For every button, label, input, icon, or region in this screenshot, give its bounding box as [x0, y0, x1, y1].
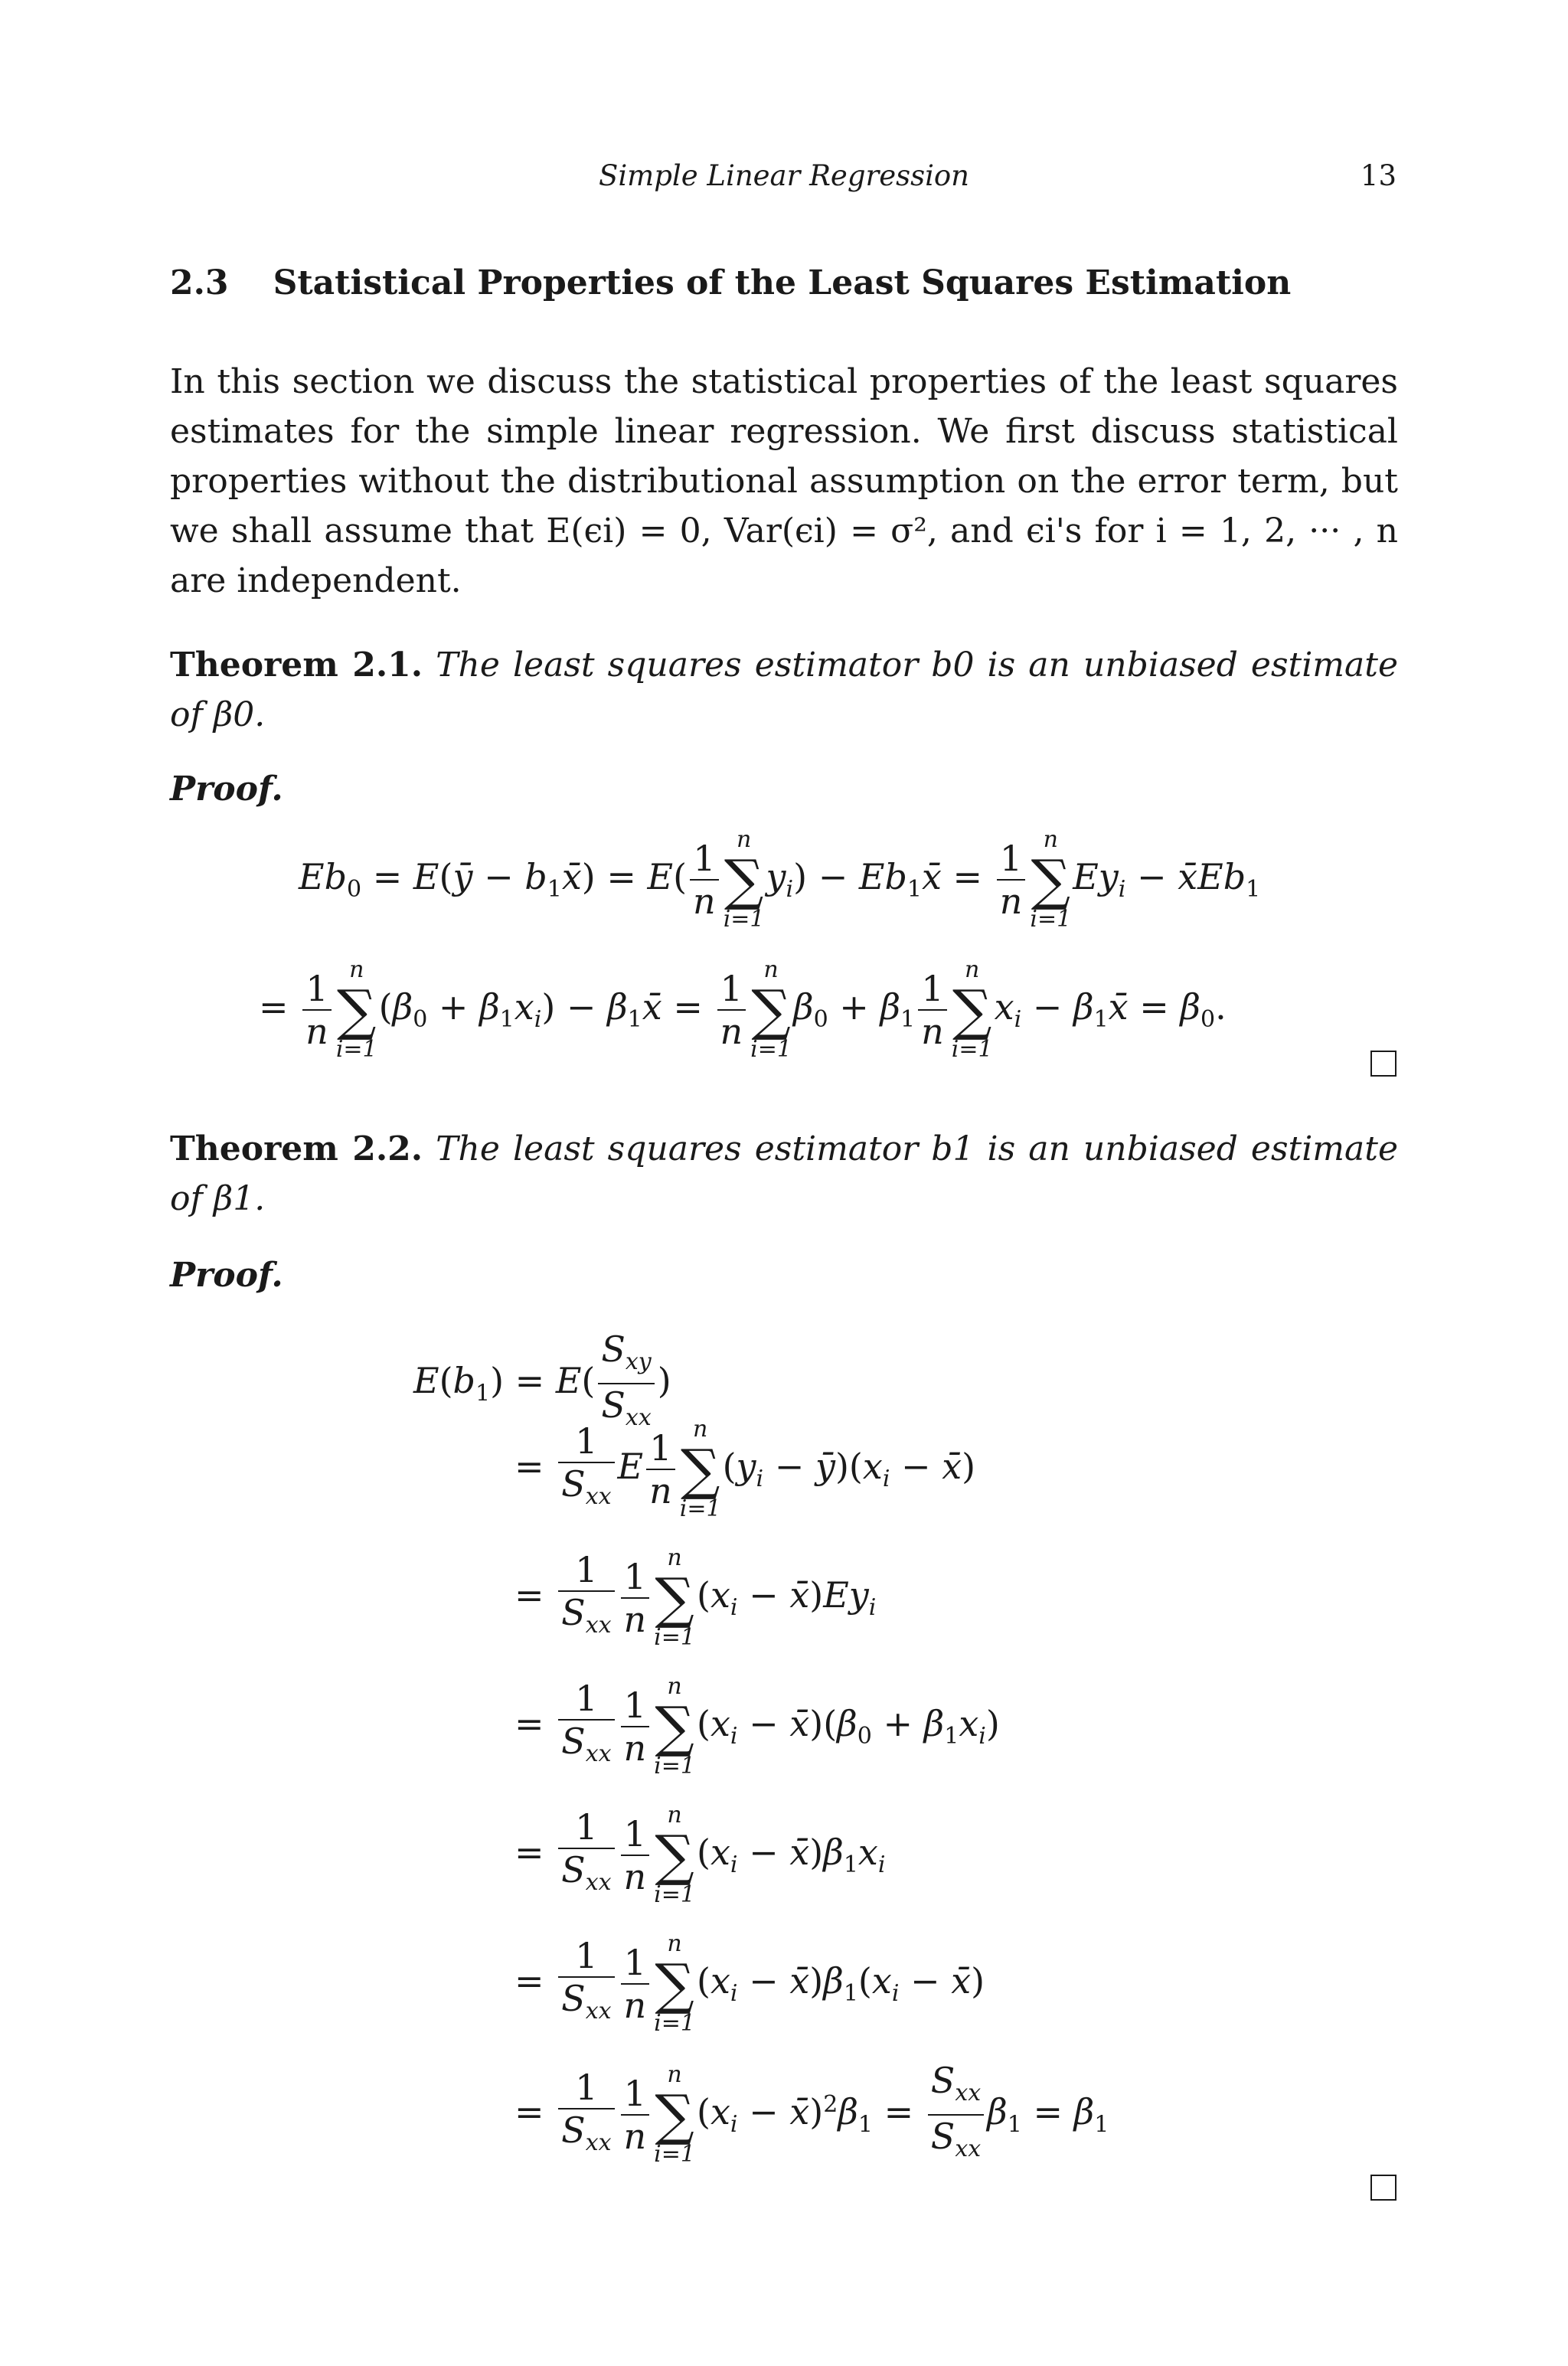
proof-2-line-2: = $\frac{1}{S_{xx}}$ E $\frac{1}{n}$ n ∑ i=1 ($y_i$ − $ȳ)(x_i$ − x̄)	[514, 1416, 976, 1522]
proof-2-line-1: $E(b_1) = E$( $\frac{S_{xy}}{S_{xx}}$ )	[413, 1328, 671, 1439]
proof-2-line-4: = $\frac{1}{S_{xx}}$ $\frac{1}{n}$ n ∑ i=1 ($x_i$ − $x̄)(\beta_0 + \beta_1x_i)$	[514, 1673, 1000, 1779]
proof-1-equation-line-1: $Eb_0$ = E(ȳ − $b_1x̄) = E$( $\frac{1}{n}$ n ∑ i=1 $y_i$) − $Eb_1x̄$ = $\frac{1}{n}$ n ∑ i=1 $Ey_i$ − $x̄Eb_1$	[299, 826, 1261, 933]
running-title: Simple Linear Regression	[598, 159, 970, 192]
qed-box-2	[1370, 2175, 1396, 2201]
theorem-2-2-label: Theorem 2.2.	[170, 1129, 423, 1168]
proof-1-label: Proof.	[170, 770, 283, 809]
theorem-2-1	[170, 640, 1398, 740]
proof-2-line-3: = $\frac{1}{S_{xx}}$ $\frac{1}{n}$ n ∑ i=1 ($x_i$ − $x̄)Ey_i$	[514, 1544, 877, 1651]
intro-paragraph: In this section we discuss the statistical properties of the least squares estimates for the simple linear regression. We first discuss statistical properties without the distributional assumption on the error term, but we shall assume that E(ϵi) = 0, Var(ϵi) = σ², and ϵi's for i = 1, 2, ··· , n are independent.	[170, 362, 1398, 600]
proof-2-line-6: = $\frac{1}{S_{xx}}$ $\frac{1}{n}$ n ∑ i=1 ($x_i$ − $x̄)\beta_1(x_i$ − x̄)	[514, 1930, 985, 2037]
theorem-2-2-statement: The least squares estimator b1 is an unbiased estimate of β1.	[170, 1129, 1398, 1218]
qed-box-1	[1370, 1051, 1396, 1077]
section-title: Statistical Properties of the Least Squares Estimation	[273, 263, 1292, 302]
theorem-2-1-statement: The least squares estimator b0 is an unbiased estimate of β0.	[170, 645, 1398, 734]
page-number: 13	[1360, 159, 1396, 192]
proof-2-line-7: = $\frac{1}{S_{xx}}$ $\frac{1}{n}$ n ∑ i=1 ($x_i$ − $x̄)^2\beta_1$ = $\frac{S_{xx}}{S_{xx}}$ $\beta_1 = \beta_1$	[514, 2060, 1109, 2170]
proof-2-label: Proof.	[170, 1256, 283, 1295]
section-heading	[170, 263, 1291, 302]
theorem-2-2	[170, 1124, 1398, 1224]
theorem-2-1-label: Theorem 2.1.	[170, 645, 423, 685]
proof-1-equation-line-2: = $\frac{1}{n}$ n ∑ i=1 $(\beta_0 + \beta_1x_i)$ − $\beta_1x̄$ = $\frac{1}{n}$ n ∑ i=1 $\beta_0 + \beta_1$ $\frac{1}{n}$ n ∑ i=1 $x_i$ − $\beta_1x̄ = \beta_0$.	[259, 956, 1227, 1063]
proof-2-line-5: = $\frac{1}{S_{xx}}$ $\frac{1}{n}$ n ∑ i=1 ($x_i$ − $x̄)\beta_1x_i$	[514, 1802, 886, 1908]
section-number: 2.3	[170, 263, 229, 302]
